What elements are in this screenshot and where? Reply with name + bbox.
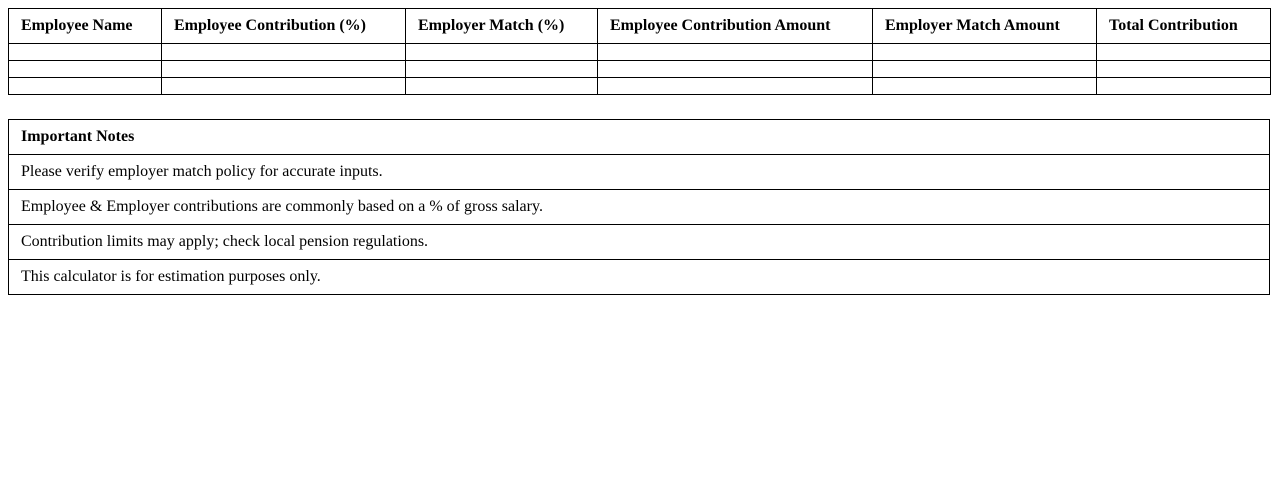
notes-title: Important Notes bbox=[9, 120, 1270, 155]
column-header-total-contribution: Total Contribution bbox=[1097, 9, 1271, 44]
header-row bbox=[9, 9, 1271, 44]
note-item: This calculator is for estimation purposes only. bbox=[9, 260, 1270, 295]
cell-employee-contribution-percent[interactable] bbox=[162, 44, 406, 61]
cell-total-contribution bbox=[1097, 78, 1271, 95]
cell-employer-match-amount bbox=[873, 61, 1097, 78]
note-item: Contribution limits may apply; check local pension regulations. bbox=[9, 225, 1270, 260]
note-row bbox=[9, 260, 1270, 295]
cell-employee-name[interactable] bbox=[9, 61, 162, 78]
note-item: Please verify employer match policy for accurate inputs. bbox=[9, 155, 1270, 190]
column-header-employee-name: Employee Name bbox=[9, 9, 162, 44]
page-content bbox=[8, 8, 1270, 295]
cell-employee-contribution-percent[interactable] bbox=[162, 61, 406, 78]
cell-employer-match-percent[interactable] bbox=[406, 44, 598, 61]
cell-employer-match-amount bbox=[873, 78, 1097, 95]
column-header-employee-contribution-percent: Employee Contribution (%) bbox=[162, 9, 406, 44]
note-row bbox=[9, 190, 1270, 225]
table-row bbox=[9, 78, 1271, 95]
note-item: Employee & Employer contributions are commonly based on a % of gross salary. bbox=[9, 190, 1270, 225]
column-header-employer-match-amount: Employer Match Amount bbox=[873, 9, 1097, 44]
cell-employer-match-amount bbox=[873, 44, 1097, 61]
cell-employee-name[interactable] bbox=[9, 78, 162, 95]
table-row bbox=[9, 61, 1271, 78]
cell-employer-match-percent[interactable] bbox=[406, 78, 598, 95]
column-header-employer-match-percent: Employer Match (%) bbox=[406, 9, 598, 44]
cell-employee-contribution-amount bbox=[598, 61, 873, 78]
cell-total-contribution bbox=[1097, 61, 1271, 78]
note-row bbox=[9, 225, 1270, 260]
cell-employee-name[interactable] bbox=[9, 44, 162, 61]
contribution-table bbox=[8, 8, 1271, 95]
cell-employee-contribution-percent[interactable] bbox=[162, 78, 406, 95]
note-row bbox=[9, 155, 1270, 190]
cell-total-contribution bbox=[1097, 44, 1271, 61]
table-row bbox=[9, 44, 1271, 61]
cell-employee-contribution-amount bbox=[598, 44, 873, 61]
cell-employer-match-percent[interactable] bbox=[406, 61, 598, 78]
important-notes-table bbox=[8, 119, 1270, 295]
notes-header-row bbox=[9, 120, 1270, 155]
column-header-employee-contribution-amount: Employee Contribution Amount bbox=[598, 9, 873, 44]
cell-employee-contribution-amount bbox=[598, 78, 873, 95]
